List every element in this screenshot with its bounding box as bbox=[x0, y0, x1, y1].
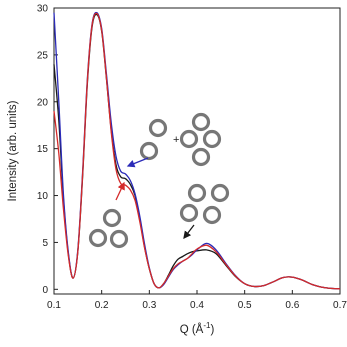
x-tick-label: 0.7 bbox=[333, 300, 347, 311]
y-tick-label: 0 bbox=[42, 284, 48, 296]
ring-cluster-square-icon bbox=[182, 186, 228, 223]
y-tick-label: 20 bbox=[36, 97, 48, 109]
x-tick-label: 0.6 bbox=[285, 300, 300, 311]
x-tick-label: 0.5 bbox=[237, 300, 252, 311]
y-tick-label: 5 bbox=[42, 237, 48, 249]
plus-annotation: + bbox=[173, 134, 180, 146]
x-axis-label: Q $(Å^{-1})$ bbox=[179, 321, 215, 336]
arrow-blue bbox=[128, 158, 148, 166]
arrow-red bbox=[116, 183, 124, 200]
ring-cluster-pair-icon bbox=[142, 121, 166, 159]
x-tick-label: 0.3 bbox=[142, 300, 157, 311]
x-tick-label: 0.1 bbox=[47, 300, 61, 311]
y-tick-label: 25 bbox=[36, 50, 48, 62]
arrow-black bbox=[184, 225, 194, 238]
x-tick-label: 0.2 bbox=[94, 300, 109, 311]
ring-cluster-triangle-icon bbox=[91, 211, 127, 247]
y-tick-label: 15 bbox=[36, 144, 48, 156]
y-tick-label: 10 bbox=[36, 191, 48, 203]
ring-cluster-four-icon bbox=[182, 115, 220, 165]
x-tick-label: 0.4 bbox=[190, 300, 204, 311]
y-axis-label: Intensity (arb. units) bbox=[7, 100, 19, 202]
y-tick-label: 30 bbox=[36, 3, 48, 15]
